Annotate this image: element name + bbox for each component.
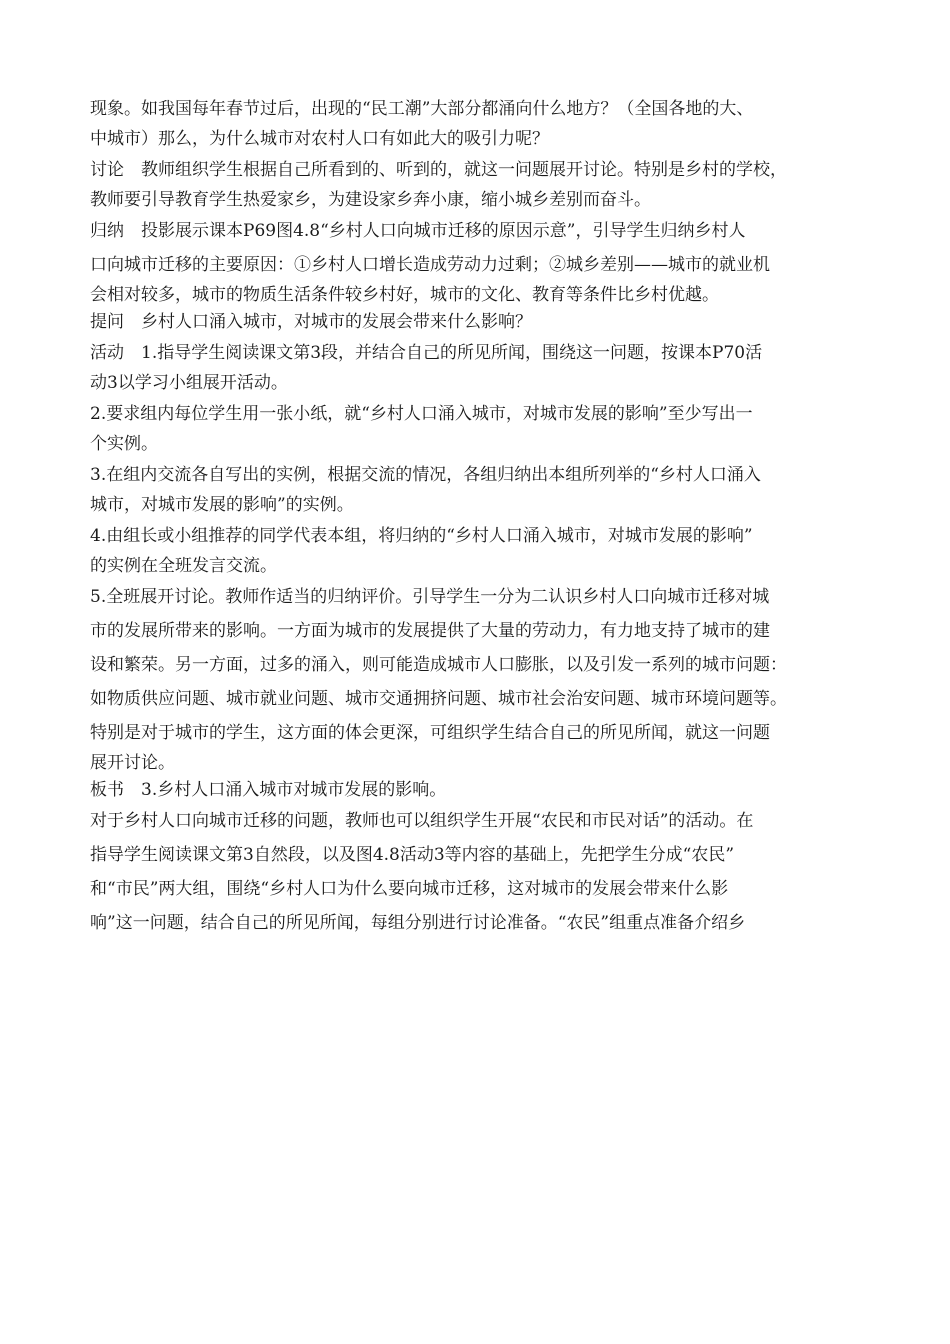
text-line: 提问 乡村人口涌入城市，对城市的发展会带来什么影响？ [90, 312, 532, 332]
text-line: 现象。如我国每年春节过后，出现的“民工潮”大部分都涌向什么地方？（全国各地的大、 [90, 99, 754, 119]
text-line: 3.在组内交流各自写出的实例，根据交流的情况，各组归纳出本组所列举的“乡村人口涌入 [90, 465, 761, 485]
text-line: 和“市民”两大组，围绕“乡村人口为什么要向城市迁移，这对城市的发展会带来什么影 [90, 879, 729, 899]
text-line: 2.要求组内每位学生用一张小纸，就“乡村人口涌入城市，对城市发展的影响”至少写出一 [90, 404, 753, 424]
text-line: 口向城市迁移的主要原因：①乡村人口增长造成劳动力过剩；②城乡差别——城市的就业机 [90, 255, 770, 275]
text-line: 对于乡村人口向城市迁移的问题，教师也可以组织学生开展“农民和市民对话”的活动。在 [90, 811, 754, 831]
text-line: 展开讨论。 [90, 753, 175, 773]
text-line: 板书 3.乡村人口涌入城市对城市发展的影响。 [90, 780, 447, 800]
text-line: 的实例在全班发言交流。 [90, 556, 277, 576]
text-line: 归纳 投影展示课本P69图4.8“乡村人口向城市迁移的原因示意”，引导学生归纳乡村人 [90, 221, 746, 241]
text-line: 特别是对于城市的学生，这方面的体会更深，可组织学生结合自己的所见所闻，就这一问题 [90, 723, 770, 743]
text-line: 设和繁荣。另一方面，过多的涌入，则可能造成城市人口膨胀，以及引发一系列的城市问题： [90, 655, 787, 675]
text-line: 如物质供应问题、城市就业问题、城市交通拥挤问题、城市社会治安问题、城市环境问题等。 [90, 689, 787, 709]
text-line: 动3以学习小组展开活动。 [90, 373, 288, 393]
text-line: 教师要引导教育学生热爱家乡，为建设家乡奔小康，缩小城乡差别而奋斗。 [90, 190, 651, 210]
text-line: 城市，对城市发展的影响”的实例。 [90, 495, 354, 515]
text-line: 4.由组长或小组推荐的同学代表本组，将归纳的“乡村人口涌入城市，对城市发展的影响” [90, 526, 753, 546]
text-line: 指导学生阅读课文第3自然段，以及图4.8活动3等内容的基础上，先把学生分成“农民” [90, 845, 735, 865]
text-line: 讨论 教师组织学生根据自己所看到的、听到的，就这一问题展开讨论。特别是乡村的学校， [90, 160, 787, 180]
text-line: 个实例。 [90, 434, 158, 454]
text-line: 5.全班展开讨论。教师作适当的归纳评价。引导学生一分为二认识乡村人口向城市迁移对城 [90, 587, 770, 607]
text-line: 中城市）那么，为什么城市对农村人口有如此大的吸引力呢？ [90, 129, 549, 149]
document-body [90, 92, 870, 940]
text-line: 会相对较多，城市的物质生活条件较乡村好，城市的文化、教育等条件比乡村优越。 [90, 285, 719, 305]
text-line: 响”这一问题，结合自己的所见所闻，每组分别进行讨论准备。“农民”组重点准备介绍乡 [90, 913, 746, 933]
text-line: 市的发展所带来的影响。一方面为城市的发展提供了大量的劳动力，有力地支持了城市的建 [90, 621, 770, 641]
text-line: 活动 1.指导学生阅读课文第3段，并结合自己的所见所闻，围绕这一问题，按课本P70活 [90, 343, 763, 363]
